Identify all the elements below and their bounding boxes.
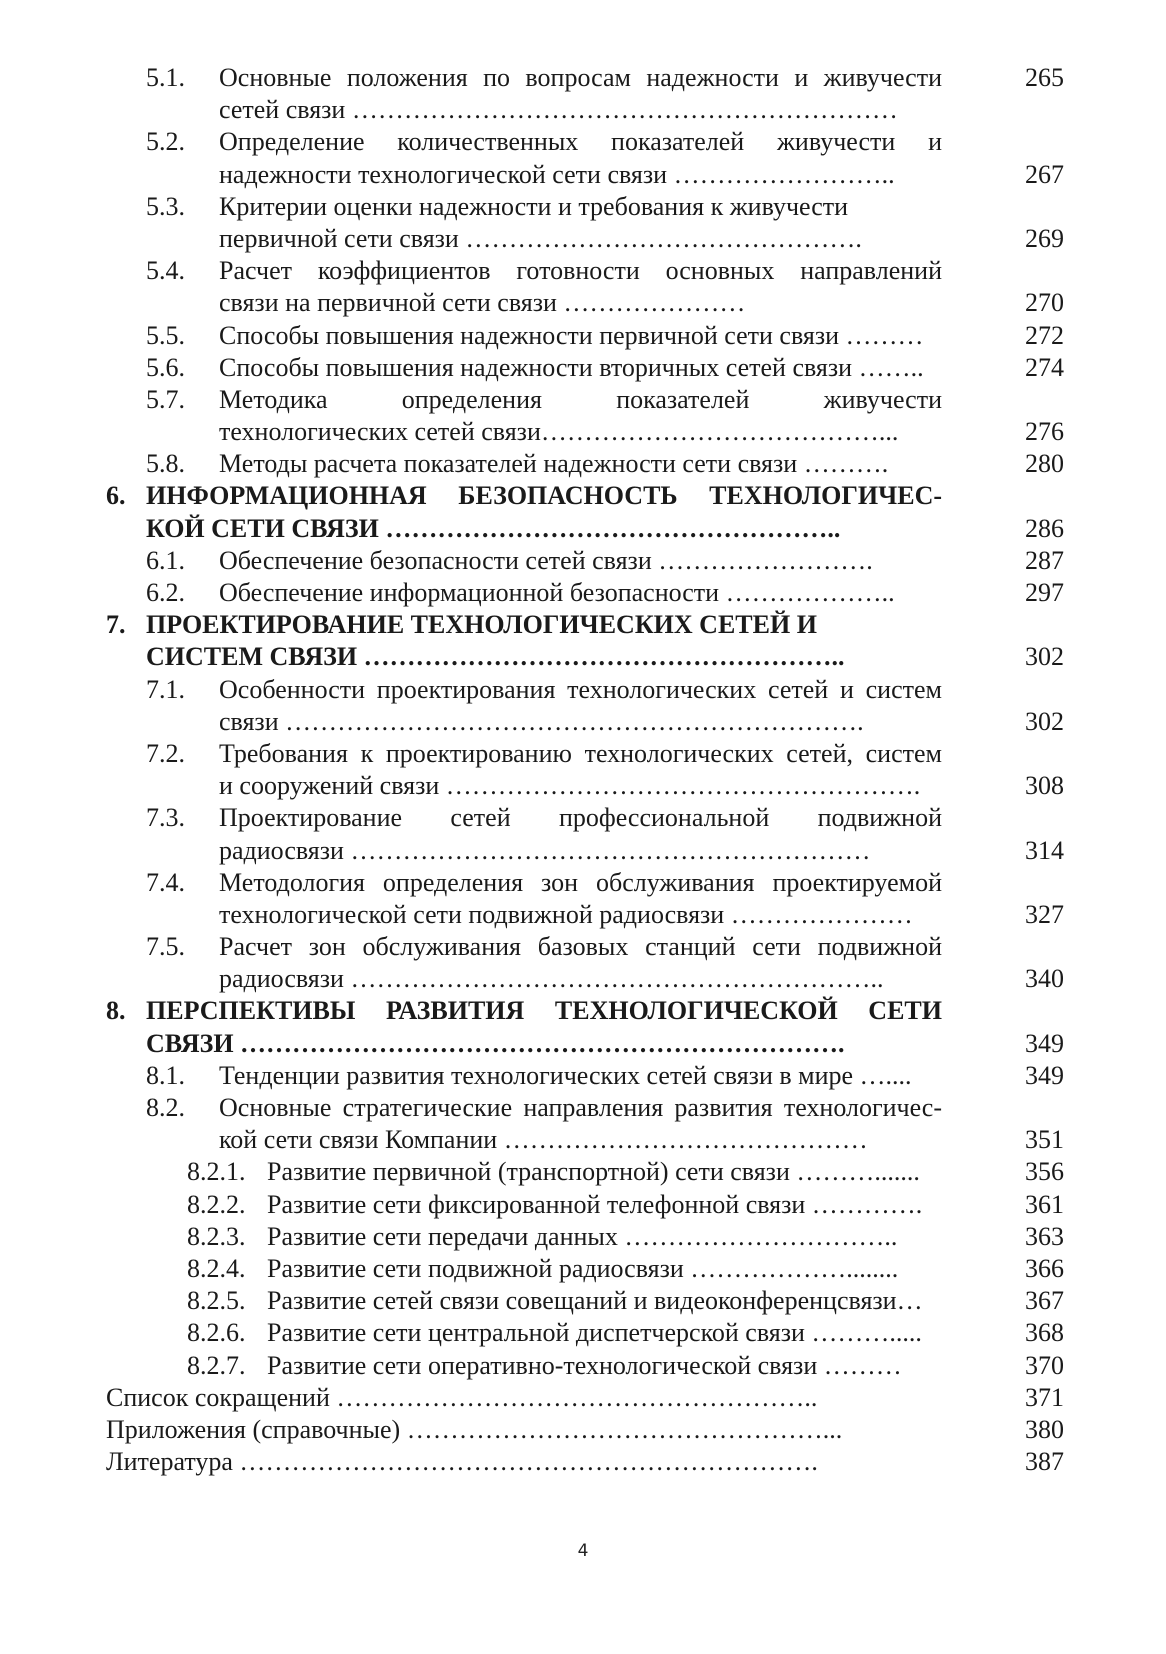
toc-section-row — [0, 706, 1166, 738]
toc-number: 5.1. — [146, 63, 185, 92]
toc-title: кой сети связи Компании …………………………………… — [219, 1125, 868, 1155]
toc-section-row — [0, 577, 1166, 609]
toc-title: ПРОЕКТИРОВАНИЕ ТЕХНОЛОГИЧЕСКИХ СЕТЕЙ И — [146, 610, 817, 640]
toc-page-number: 361 — [1025, 1189, 1064, 1219]
toc-page-number: 269 — [1025, 223, 1064, 253]
toc-back-matter-row — [0, 1382, 1166, 1414]
toc-number: 5.5. — [146, 320, 185, 350]
toc-chapter-row — [0, 641, 1166, 673]
toc-title: связи …………………………………………………………. — [219, 706, 864, 736]
toc-title: связи на первичной сети связи ………………… — [219, 288, 746, 318]
toc-page-number: 387 — [1025, 1447, 1064, 1477]
toc-section-row — [0, 674, 1166, 706]
toc-number: 7.2. — [146, 738, 185, 768]
toc-title: Методы расчета показателей надежности сети связи ………. — [219, 449, 889, 479]
toc-number: 7.5. — [146, 932, 185, 962]
toc-title: Критерии оценки надежности и требования к живучести — [219, 191, 849, 221]
toc-page-number: 363 — [1025, 1221, 1064, 1251]
toc-title: Основные положения по вопросам надежности и живучести — [219, 63, 942, 92]
toc-chapter-row — [0, 995, 1166, 1027]
toc-section-row — [0, 352, 1166, 384]
toc-back-matter-row — [0, 1414, 1166, 1446]
toc-number: 7.1. — [146, 674, 185, 704]
toc-number: 6.1. — [146, 545, 185, 575]
toc-number: 7. — [106, 610, 126, 640]
toc-number: 8.2.6. — [187, 1318, 246, 1348]
toc-number: 7.4. — [146, 867, 185, 897]
toc-chapter-row — [0, 513, 1166, 545]
toc-section-row — [0, 1156, 1166, 1188]
toc-title: сетей связи ……………………………………………………… — [219, 95, 898, 125]
toc-title: технологической сети подвижной радиосвязи ………………… — [219, 899, 913, 929]
toc-section-row — [0, 1221, 1166, 1253]
toc-title: Расчет зон обслуживания базовых станций сети подвижной — [219, 932, 942, 962]
toc-title: Развитие первичной (транспортной) сети связи ………....... — [267, 1157, 920, 1187]
toc-page-number: 267 — [1025, 159, 1064, 189]
toc-page-number: 287 — [1025, 545, 1064, 575]
toc-page-number: 276 — [1025, 417, 1064, 447]
toc-section-row — [0, 545, 1166, 577]
toc-section-row — [0, 416, 1166, 448]
toc-page-number: 349 — [1025, 1060, 1064, 1090]
toc-section-row — [0, 320, 1166, 352]
toc-page-number: 308 — [1025, 771, 1064, 801]
toc-section-row — [0, 963, 1166, 995]
toc-title: Расчет коэффициентов готовности основных направлений — [219, 256, 942, 286]
toc-title: Развитие сети фиксированной телефонной связи …………. — [267, 1189, 923, 1219]
toc-number: 7.3. — [146, 803, 185, 833]
toc-page-number: 366 — [1025, 1253, 1064, 1283]
toc-number: 5.2. — [146, 127, 185, 157]
toc-page-number: 274 — [1025, 352, 1064, 382]
toc-number: 5.6. — [146, 352, 185, 382]
toc-title: Развитие сети подвижной радиосвязи ………………........ — [267, 1253, 899, 1283]
toc-section-row — [0, 191, 1166, 223]
toc-number: 5.4. — [146, 256, 185, 286]
toc-chapter-row — [0, 1028, 1166, 1060]
toc-page-number: 280 — [1025, 449, 1064, 479]
toc-title: Особенности проектирования технологических сетей и систем — [219, 674, 942, 704]
toc-page-number: 327 — [1025, 899, 1064, 929]
toc-section-row — [0, 94, 1166, 126]
toc-section-row — [0, 287, 1166, 319]
toc-section-row — [0, 802, 1166, 834]
toc-number: 8.1. — [146, 1060, 185, 1090]
toc-section-row — [0, 448, 1166, 480]
toc-chapter-row — [0, 609, 1166, 641]
toc-page-number: 356 — [1025, 1157, 1064, 1187]
toc-title: Приложения (справочные) …………………………………………... — [106, 1414, 843, 1444]
toc-number: 5.7. — [146, 384, 185, 414]
toc-number: 6.2. — [146, 578, 185, 607]
toc-title: Литература …………………………………………………………. — [106, 1447, 818, 1477]
toc-title: Список сокращений ……………………………………………….. — [106, 1382, 818, 1412]
toc-number: 8.2.2. — [187, 1189, 246, 1219]
toc-page-number: 286 — [1025, 513, 1064, 543]
toc-title: и сооружений связи ………………………………………………. — [219, 771, 921, 801]
toc-title: Обеспечение безопасности сетей связи ……………………. — [219, 545, 873, 575]
toc-section-row — [0, 738, 1166, 770]
toc-section-row — [0, 1092, 1166, 1124]
toc-section-row — [0, 835, 1166, 867]
toc-title: Требования к проектированию технологических сетей, систем — [219, 738, 942, 768]
toc-page-number: 371 — [1025, 1382, 1064, 1412]
toc-title: Определение количественных показателей живучести и — [219, 127, 942, 157]
toc-section-row — [0, 1350, 1166, 1382]
toc-section-row — [0, 159, 1166, 191]
toc-title: Способы повышения надежности вторичных сетей связи …….. — [219, 352, 924, 382]
toc-title: Методика определения показателей живучести — [219, 384, 942, 414]
toc-section-row — [0, 1317, 1166, 1349]
toc-title: Развитие сетей связи совещаний и видеоконференцсвязи… — [267, 1286, 923, 1316]
toc-number: 6. — [106, 481, 126, 511]
toc-number: 8.2. — [146, 1093, 185, 1122]
toc-section-row — [0, 1124, 1166, 1156]
toc-title: Тенденции развития технологических сетей связи в мире ….... — [219, 1060, 912, 1090]
toc-number: 8.2.7. — [187, 1350, 246, 1380]
toc-section-row — [0, 899, 1166, 931]
toc-section-row — [0, 867, 1166, 899]
toc-page-number: 380 — [1025, 1414, 1064, 1444]
toc-chapter-row — [0, 480, 1166, 512]
toc-section-row — [0, 62, 1166, 94]
toc-number: 5.8. — [146, 449, 185, 479]
toc-title: Развитие сети центральной диспетчерской связи ………..... — [267, 1318, 922, 1348]
toc-section-row — [0, 223, 1166, 255]
toc-title: радиосвязи …………………………………………………… — [219, 835, 871, 865]
toc-page-number: 368 — [1025, 1318, 1064, 1348]
toc-title: Способы повышения надежности первичной сети связи ……… — [219, 320, 924, 350]
toc-title: Основные стратегические направления развития технологичес- — [219, 1093, 942, 1122]
toc-title: Проектирование сетей профессиональной подвижной — [219, 803, 942, 833]
toc-title: СИСТЕМ СВЯЗИ ……………………………………………….. — [146, 642, 845, 672]
toc-section-row — [0, 384, 1166, 416]
toc-title: СВЯЗИ ……………………………………………………………. — [146, 1028, 845, 1058]
toc-title: ИНФОРМАЦИОННАЯ БЕЗОПАСНОСТЬ ТЕХНОЛОГИЧЕС- — [146, 481, 942, 511]
toc-section-row — [0, 1189, 1166, 1221]
toc-page-number: 351 — [1025, 1125, 1064, 1155]
toc-section-row — [0, 1253, 1166, 1285]
toc-section-row — [0, 770, 1166, 802]
toc-title: радиосвязи …………………………………………………….. — [219, 964, 884, 994]
toc-page-number: 340 — [1025, 964, 1064, 994]
toc-page-number: 297 — [1025, 578, 1064, 607]
toc-number: 5.3. — [146, 191, 185, 221]
toc-title: надежности технологической сети связи …………………….. — [219, 159, 895, 189]
table-of-contents — [0, 62, 1166, 1478]
toc-page-number: 367 — [1025, 1286, 1064, 1316]
toc-title: Обеспечение информационной безопасности ……………….. — [219, 578, 895, 607]
toc-section-row — [0, 255, 1166, 287]
toc-title: КОЙ СЕТИ СВЯЗИ …………………………………………….. — [146, 513, 841, 543]
toc-title: Развитие сети передачи данных ………………………….. — [267, 1221, 898, 1251]
toc-page-number: 302 — [1025, 642, 1064, 672]
toc-title: технологических сетей связи…………………………………... — [219, 417, 899, 447]
toc-title: Методология определения зон обслуживания проектируемой — [219, 867, 942, 897]
toc-section-row — [0, 126, 1166, 158]
toc-page-number: 302 — [1025, 706, 1064, 736]
toc-page-number: 265 — [1025, 63, 1064, 92]
toc-number: 8.2.5. — [187, 1286, 246, 1316]
toc-back-matter-row — [0, 1446, 1166, 1478]
toc-page-number: 314 — [1025, 835, 1064, 865]
toc-page-number: 270 — [1025, 288, 1064, 318]
toc-page-number: 349 — [1025, 1028, 1064, 1058]
toc-number: 8.2.4. — [187, 1253, 246, 1283]
toc-section-row — [0, 1060, 1166, 1092]
toc-title: Развитие сети оперативно-технологической связи ……… — [267, 1350, 902, 1380]
toc-title: ПЕРСПЕКТИВЫ РАЗВИТИЯ ТЕХНОЛОГИЧЕСКОЙ СЕТИ — [146, 996, 942, 1026]
toc-page-number: 272 — [1025, 320, 1064, 350]
toc-section-row — [0, 931, 1166, 963]
toc-number: 8.2.1. — [187, 1157, 246, 1187]
page-number: 4 — [577, 1541, 589, 1561]
toc-title: первичной сети связи ………………………………………. — [219, 223, 862, 253]
toc-section-row — [0, 1285, 1166, 1317]
toc-number: 8.2.3. — [187, 1221, 246, 1251]
toc-number: 8. — [106, 996, 126, 1026]
toc-page-number: 370 — [1025, 1350, 1064, 1380]
